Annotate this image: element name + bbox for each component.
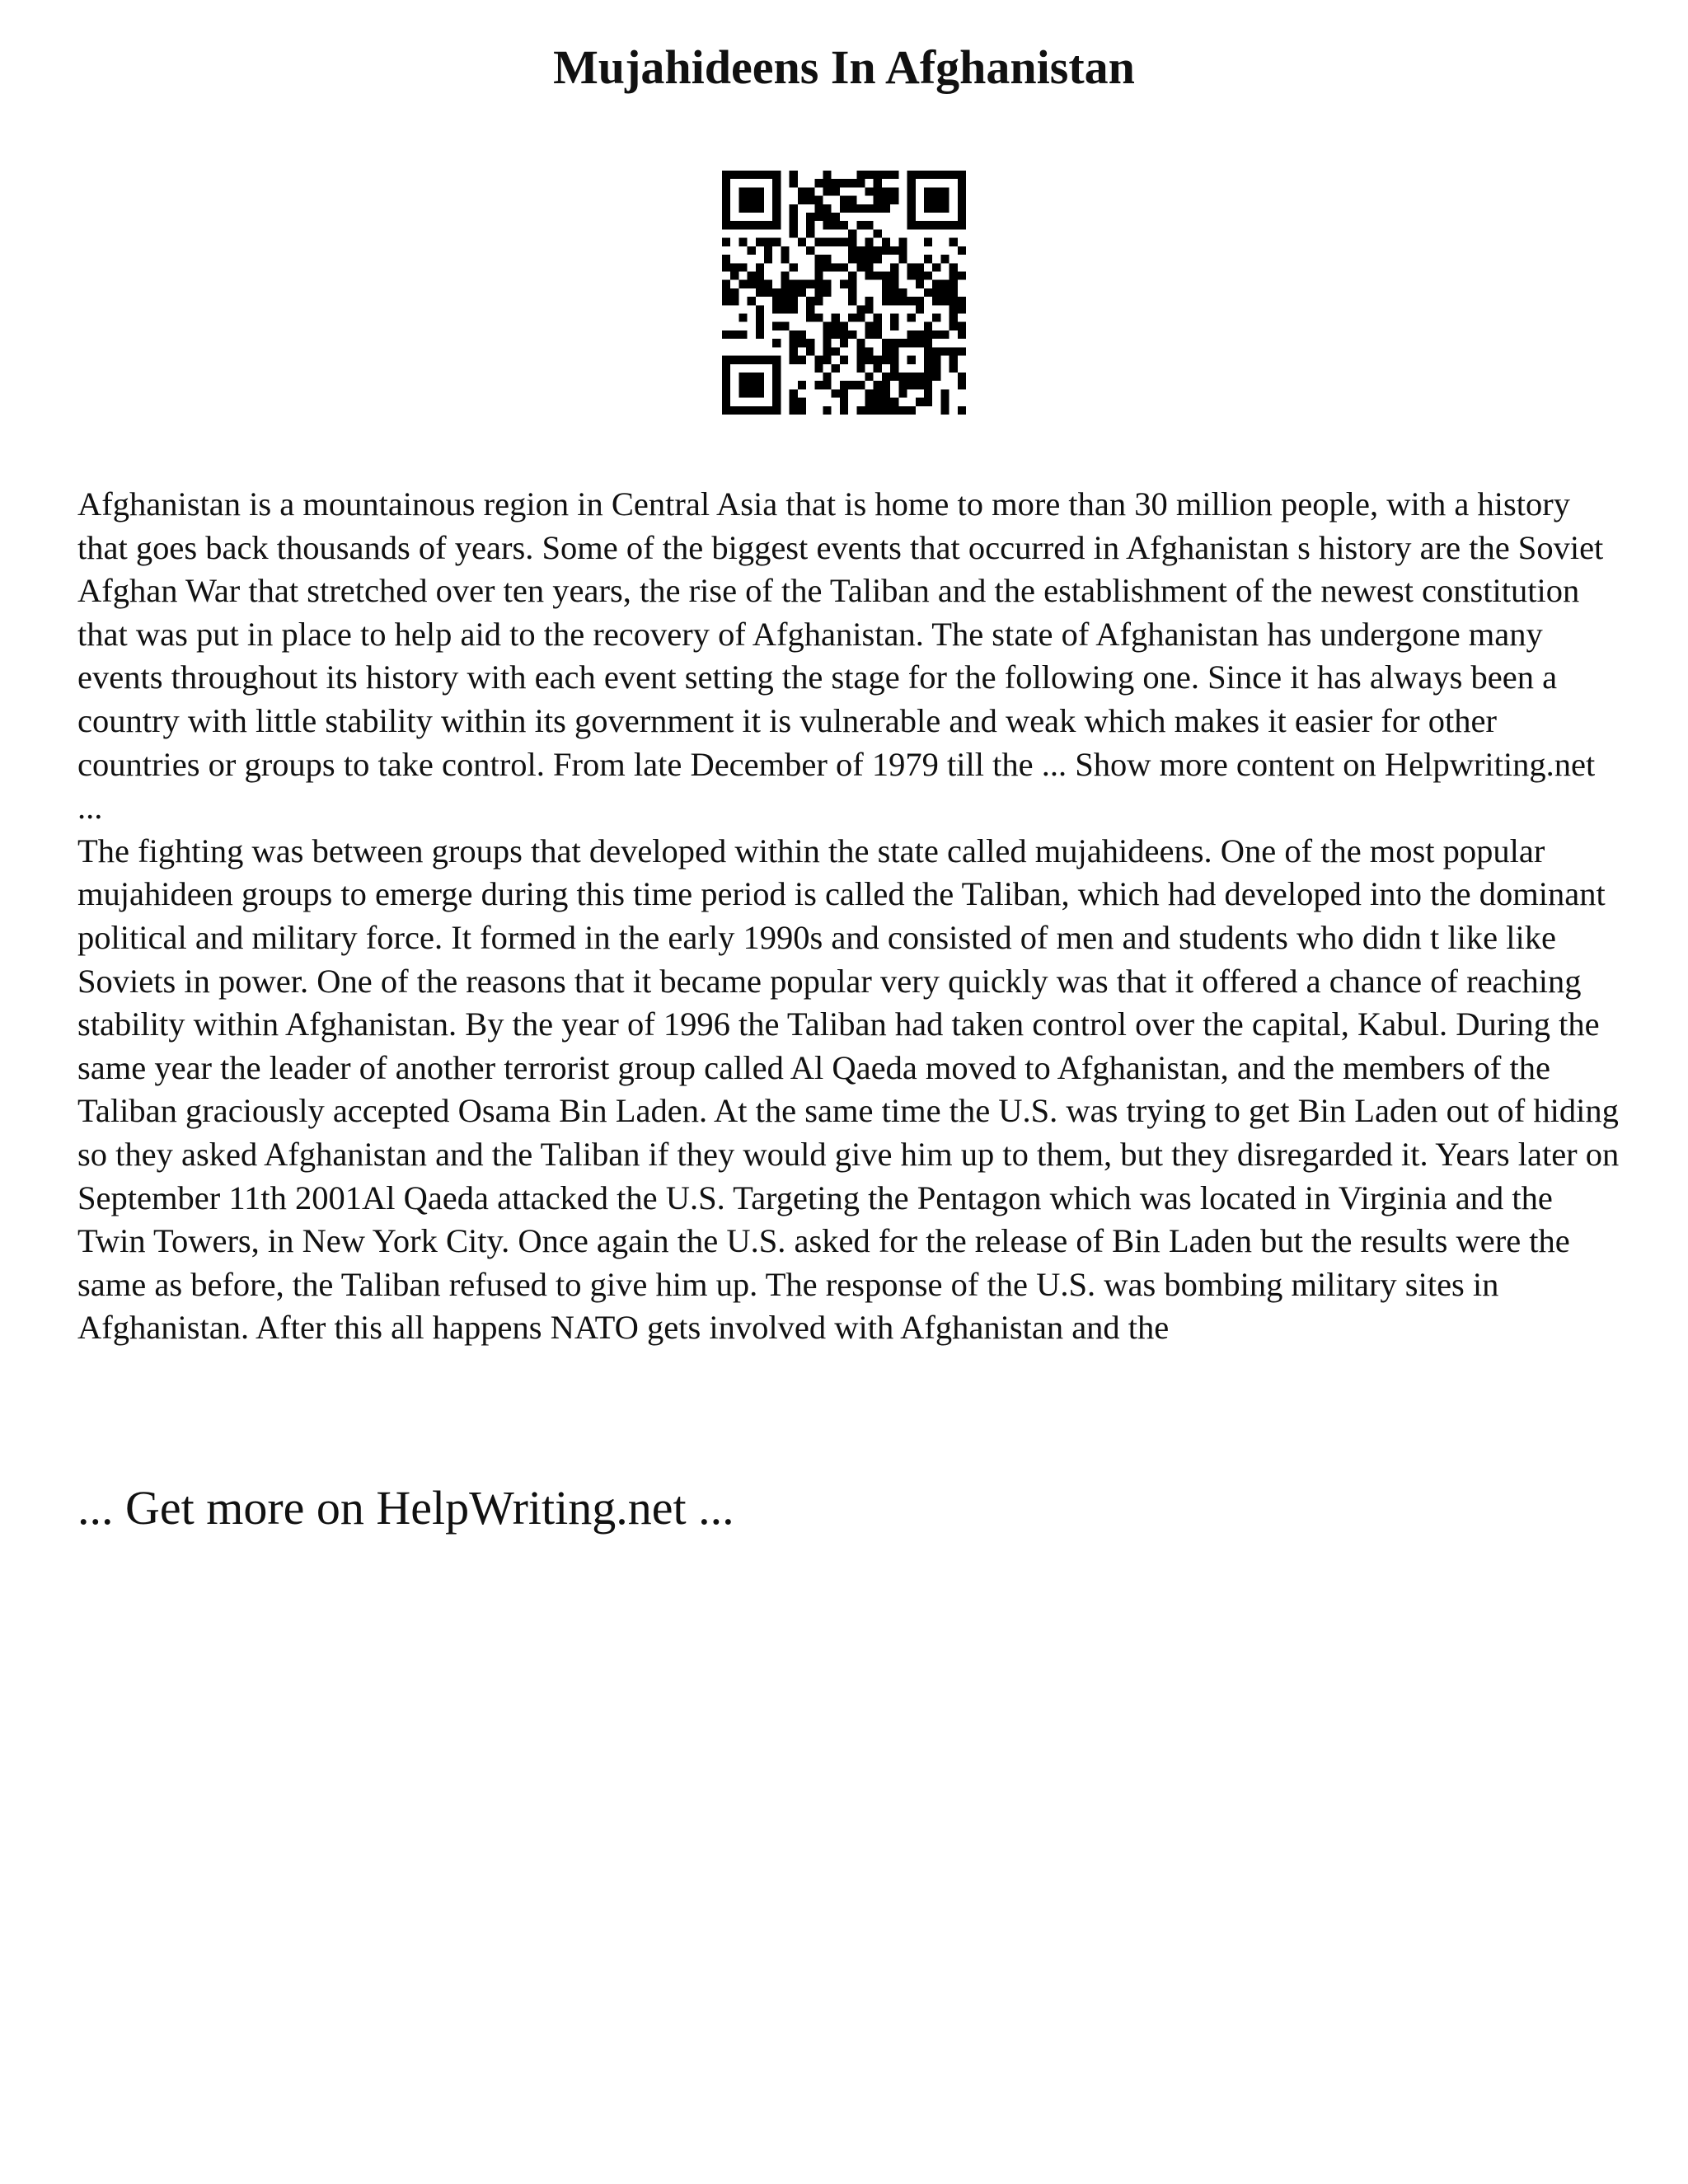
paragraph-1: Afghanistan is a mountainous region in Central Asia that is home to more than 30 million people, with a history that goes back thousands of years. Some of the biggest events that occurred in Afghanistan s history are the Soviet Afghan War that stretched over ten years, the rise of the Taliban and the establishment of the newest constitution that was put in place to help aid to the recovery of Afghanistan. The state of Afghanistan has undergone many events throughout its history with each event setting the stage for the following one. Since it has always been a country with little stability within its government it is vulnerable and weak which makes it easier for other countries or groups to take control. From late December of 1979 till the ... Show more content on Helpwriting.net ... bbox=[77, 485, 1604, 827]
paragraph-2: The fighting was between groups that developed within the state called mujahideens. One of the most popular mujahideen groups to emerge during this time period is called the Taliban, which had developed into the dominant political and military force. It formed in the early 1990s and consisted of men and students who didn t like like Soviets in power. One of the reasons that it became popular very quickly was that it offered a chance of reaching stability within Afghanistan. By the year of 1996 the Taliban had taken control over the capital, Kabul. During the same year the leader of another terrorist group called Al Qaeda moved to Afghanistan, and the members of the Taliban graciously accepted Osama Bin Laden. At the same time the U.S. was trying to get Bin Laden out of hiding so they asked Afghanistan and the Taliban if they would give him up to them, but they disregarded it. Years later on September 11th 2001Al Qaeda attacked the U.S. Targeting the Pentagon which was located in Virginia and the Twin Towers, in New York City. Once again the U.S. asked for the release of Bin Laden but the results were the same as before, the Taliban refused to give him up. The response of the U.S. was bombing military sites in Afghanistan. After this all happens NATO gets involved with Afghanistan and the bbox=[77, 832, 1620, 1347]
qr-code-icon[interactable] bbox=[722, 171, 966, 415]
document-title: Mujahideens In Afghanistan bbox=[553, 40, 1135, 94]
document-body bbox=[77, 483, 1627, 1350]
get-more-link[interactable]: ... Get more on HelpWriting.net ... bbox=[77, 1481, 734, 1535]
